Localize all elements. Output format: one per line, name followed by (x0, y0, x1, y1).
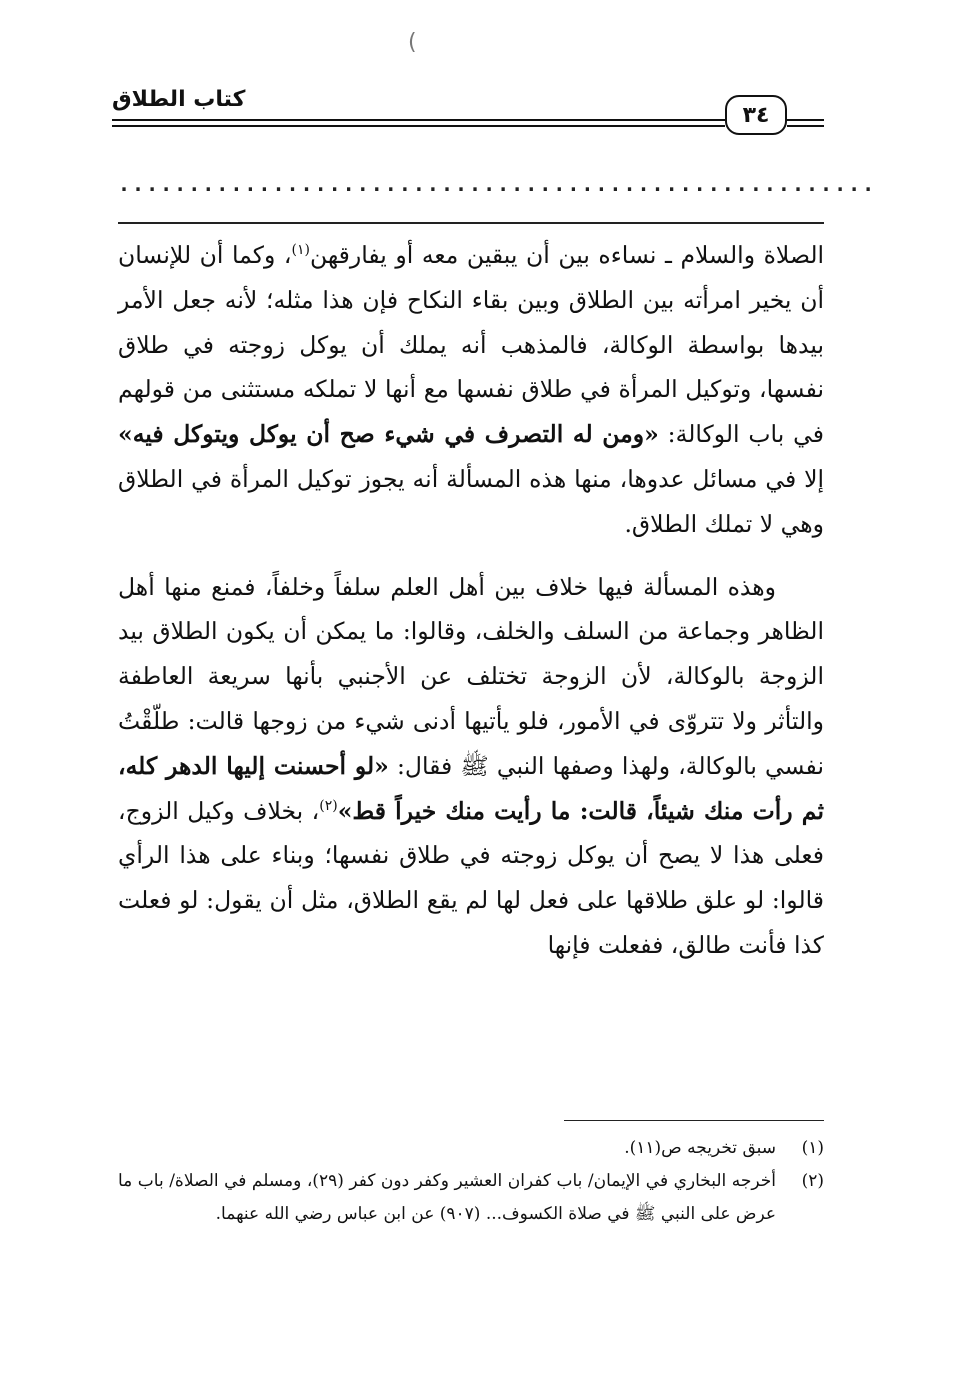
header-rule-right-bottom (787, 125, 824, 127)
header-rule-left-top (112, 119, 725, 121)
text-run: الصلاة والسلام ـ نساءه بين أن يبقين معه أو يفارقهن (309, 241, 825, 269)
footnote-number: (٢) (801, 1171, 824, 1191)
footnote-item (118, 1165, 824, 1231)
footnote-ref: (٢) (319, 797, 338, 814)
paragraph (118, 565, 824, 968)
dotted-divider: ...................................................... (118, 172, 877, 196)
header-rule-right-top (787, 119, 824, 121)
paragraph (118, 233, 824, 547)
scan-mark: ( (408, 30, 417, 55)
footnote-ref: (١) (291, 242, 310, 259)
header-rule-left-bottom (112, 125, 725, 127)
text-run: ، وكما أن للإنسان أن يخير امرأته بين الطلاق وبين بقاء النكاح فإن هذا مثله؛ لأنه جعل الأمر بيدها بواسطة الوكالة، فالمذهب أنه يملك أن يوكل زوجته في طلاق نفسها، وتوكيل المرأة في طلاق نفسها مع أنها لا تملكه مستثنى من قولهم في باب الوكالة: (118, 241, 824, 449)
footnote-rule (564, 1120, 824, 1121)
footnote-item (118, 1132, 824, 1165)
top-rule (118, 222, 824, 224)
footnotes (118, 1132, 824, 1231)
quoted-text: «لو أحسنت إليها الدهر كله، ثم رأت منك شيئاً، قالت: ما رأيت منك خيراً قط» (118, 751, 824, 825)
text-run: إلا في مسائل عدوها، منها هذه المسألة أنه يجوز توكيل المرأة في الطلاق وهي لا تملك الطلاق. (118, 464, 824, 538)
book-title: كتاب الطلاق (112, 87, 246, 112)
quoted-text: «ومن له التصرف في شيء صح أن يوكل ويتوكل فيه» (118, 420, 659, 449)
running-header (112, 85, 824, 145)
footnote-text: سبق تخريجه ص(١١). (624, 1138, 776, 1158)
footnote-text: أخرجه البخاري في الإيمان/ باب كفران العشير وكفر دون كفر (٢٩)، ومسلم في الصلاة/ باب ما عرض على النبي ﷺ في صلاة الكسوف... (٩٠٧) عن ابن عباس رضي الله عنهما. (118, 1171, 777, 1224)
text-run: وهذه المسألة فيها خلاف بين أهل العلم سلفاً وخلفاً، فمنع منها أهل الظاهر وجماعة من السلف والخلف، وقالوا: ما يمكن أن يكون الطلاق بيد الزوجة بالوكالة، لأن الزوجة تختلف عن الأجنبي بأنها سريعة العاطفة والتأثر ولا تتروّى في الأمور، فلو يأتيها أدنى شيء من زوجها قالت: طلّقْتُ نفسي بالوكالة، ولهذا وصفها النبي ﷺ فقال: (118, 572, 824, 780)
main-text (118, 233, 824, 968)
text-run: ، بخلاف وكيل الزوج، فعلى هذا لا يصح أن يوكل زوجته في طلاق نفسها؛ وبناء على هذا الرأي قالوا: لو علق طلاقها على فعل لها لم يقع الطلاق، مثل أن يقول: لو فعلت كذا فأنت طالق، ففعلت فإنها (118, 796, 824, 959)
page-number: ٣٤ (725, 95, 787, 135)
footnote-number: (١) (801, 1138, 824, 1158)
